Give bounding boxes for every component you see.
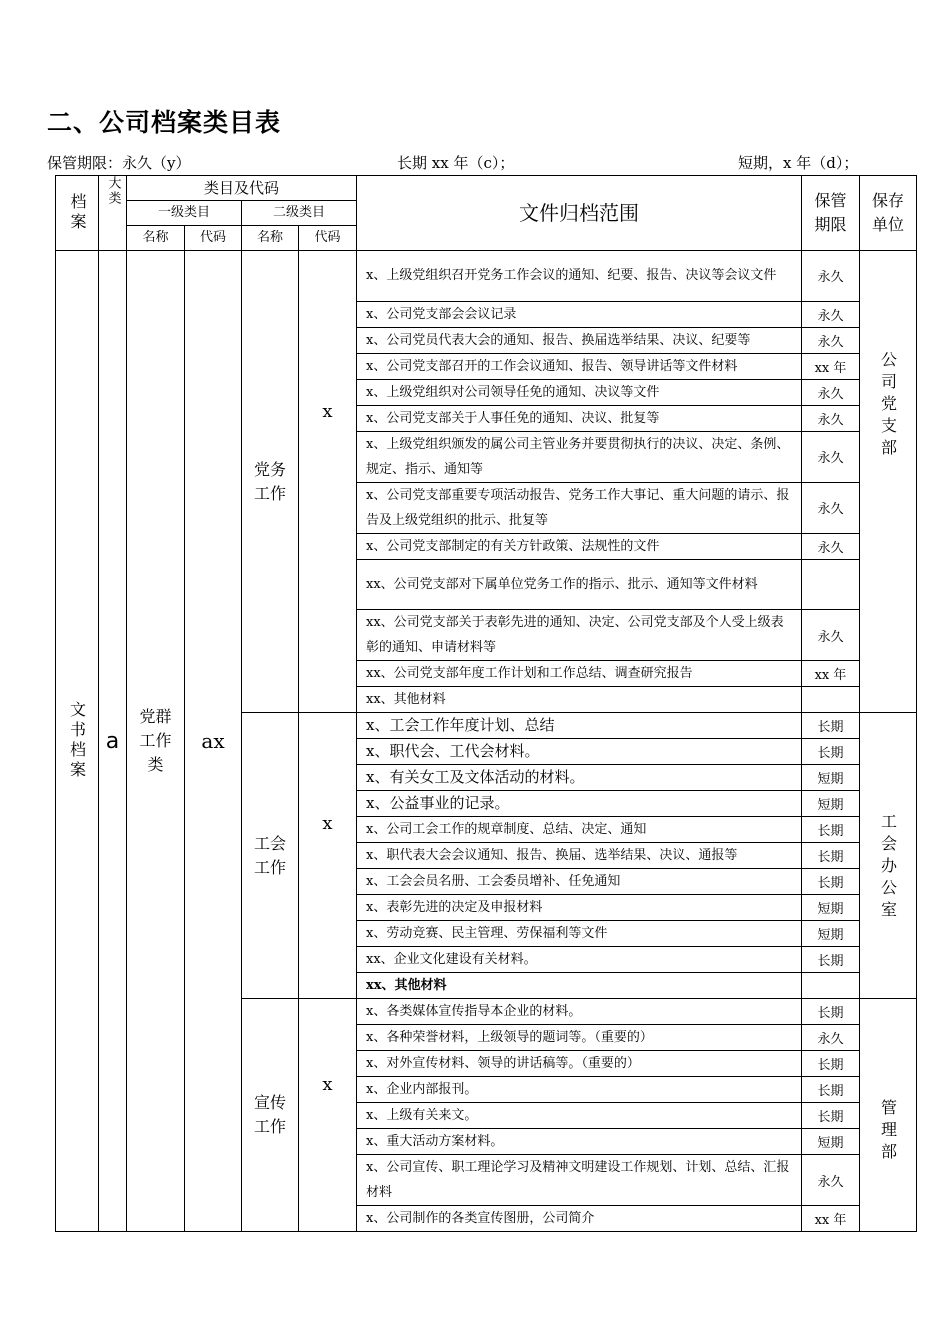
header-level1-name: 名称 — [127, 226, 185, 251]
scope-text: xx、其他材料 — [357, 973, 802, 999]
retention-period: 长期 — [802, 1051, 860, 1077]
scope-text: x、各种荣誉材料，上级领导的题词等。（重要的） — [357, 1025, 802, 1051]
storage-unit: 工会办公室 — [860, 713, 917, 999]
retention-period: 短期 — [802, 895, 860, 921]
scope-text: xx、公司党支部年度工作计划和工作总结、调查研究报告 — [357, 661, 802, 687]
scope-text: x、企业内部报刊。 — [357, 1077, 802, 1103]
retention-period: 永久 — [802, 405, 860, 431]
header-level2-name: 名称 — [242, 226, 299, 251]
header-big-class: 大类 — [99, 176, 127, 251]
retention-period: 短期 — [802, 791, 860, 817]
retention-short: 短期，x 年（d）； — [738, 154, 859, 172]
scope-text: x、职代会、工代会材料。 — [357, 739, 802, 765]
retention-period: 短期 — [802, 1129, 860, 1155]
scope-text: x、上级党组织颁发的属公司主管业务并要贯彻执行的决议、决定、条例、规定、指示、通知等 — [357, 431, 802, 482]
retention-period: 永久 — [802, 1025, 860, 1051]
retention-period: 永久 — [802, 301, 860, 327]
retention-period: 永久 — [802, 431, 860, 482]
header-unit: 保存单位 — [860, 176, 917, 251]
scope-text: x、公司党支部制定的有关方针政策、法规性的文件 — [357, 533, 802, 559]
level2-name: 工会工作 — [242, 713, 299, 999]
retention-period — [802, 559, 860, 610]
retention-permanent: 保管期限：永久（y） — [47, 154, 191, 172]
scope-text: x、公司宣传、职工理论学习及精神文明建设工作规划、计划、总结、汇报材料 — [357, 1155, 802, 1206]
level2-code: x — [299, 713, 357, 999]
retention-period: xx 年 — [802, 353, 860, 379]
scope-text: x、有关女工及文体活动的材料。 — [357, 765, 802, 791]
scope-text: x、公司党支部重要专项活动报告、党务工作大事记、重大问题的请示、报告及上级党组织的批示、批复等 — [357, 482, 802, 533]
retention-period — [802, 687, 860, 713]
header-level2-code: 代码 — [299, 226, 357, 251]
retention-period: 永久 — [802, 327, 860, 353]
page-title: 二、公司档案类目表 — [47, 108, 282, 137]
retention-period: 长期 — [802, 817, 860, 843]
retention-period: 长期 — [802, 869, 860, 895]
retention-period: 短期 — [802, 765, 860, 791]
level2-name: 宣传工作 — [242, 999, 299, 1232]
level2-code: x — [299, 999, 357, 1232]
scope-text: x、公司制作的各类宣传图册，公司简介 — [357, 1206, 802, 1232]
header-level2: 二级类目 — [242, 201, 357, 226]
level1-name: 党群工作类 — [127, 251, 185, 1232]
retention-period: 长期 — [802, 713, 860, 739]
scope-text: x、上级有关来文。 — [357, 1103, 802, 1129]
scope-text: x、公司党支部关于人事任免的通知、决议、批复等 — [357, 405, 802, 431]
retention-period: 永久 — [802, 482, 860, 533]
header-scope: 文件归档范围 — [357, 176, 802, 251]
scope-text: xx、其他材料 — [357, 687, 802, 713]
scope-text: x、公司工会工作的规章制度、总结、决定、通知 — [357, 817, 802, 843]
archive-catalog-table — [55, 175, 917, 1232]
retention-period: 长期 — [802, 843, 860, 869]
scope-text: x、上级党组织召开党务工作会议的通知、纪要、报告、决议等会议文件 — [357, 251, 802, 302]
retention-period: xx 年 — [802, 1206, 860, 1232]
scope-text: x、各类媒体宣传指导本企业的材料。 — [357, 999, 802, 1025]
scope-text: x、公司党支部会会议记录 — [357, 301, 802, 327]
scope-text: xx、企业文化建设有关材料。 — [357, 947, 802, 973]
retention-period: 长期 — [802, 739, 860, 765]
level2-code: x — [299, 251, 357, 713]
table-row — [56, 251, 917, 302]
big-class-code: a — [99, 251, 127, 1232]
retention-period: 长期 — [802, 1077, 860, 1103]
scope-text: x、公司党员代表大会的通知、报告、换届选举结果、决议、纪要等 — [357, 327, 802, 353]
scope-text: x、上级党组织对公司领导任免的通知、决议等文件 — [357, 379, 802, 405]
scope-text: x、重大活动方案材料。 — [357, 1129, 802, 1155]
scope-text: x、公司党支部召开的工作会议通知、报告、领导讲话等文件材料 — [357, 353, 802, 379]
scope-text: x、工会工作年度计划、总结 — [357, 713, 802, 739]
scope-text: xx、公司党支部关于表彰先进的通知、决定、公司党支部及个人受上级表彰的通知、申请材料等 — [357, 610, 802, 661]
retention-period: 长期 — [802, 947, 860, 973]
scope-text: x、表彰先进的决定及申报材料 — [357, 895, 802, 921]
scope-text: x、公益事业的记录。 — [357, 791, 802, 817]
scope-text: x、职代表大会会议通知、报告、换届、选举结果、决议、通报等 — [357, 843, 802, 869]
header-archive: 档案 — [56, 176, 99, 251]
storage-unit: 管理部 — [860, 999, 917, 1232]
retention-period: 长期 — [802, 1103, 860, 1129]
level2-name: 党务工作 — [242, 251, 299, 713]
header-level1-code: 代码 — [185, 226, 242, 251]
retention-period: 永久 — [802, 251, 860, 302]
retention-period: 永久 — [802, 610, 860, 661]
level1-code: ax — [185, 251, 242, 1232]
scope-text: xx、公司党支部对下属单位党务工作的指示、批示、通知等文件材料 — [357, 559, 802, 610]
scope-text: x、工会会员名册、工会委员增补、任免通知 — [357, 869, 802, 895]
header-period: 保管期限 — [802, 176, 860, 251]
retention-period: 永久 — [802, 1155, 860, 1206]
retention-period: 永久 — [802, 379, 860, 405]
archive-name: 文书档案 — [56, 251, 99, 1232]
retention-period: 短期 — [802, 921, 860, 947]
retention-period: 永久 — [802, 533, 860, 559]
scope-text: x、对外宣传材料、领导的讲话稿等。（重要的） — [357, 1051, 802, 1077]
retention-period: 长期 — [802, 999, 860, 1025]
header-level1: 一级类目 — [127, 201, 242, 226]
scope-text: x、劳动竞赛、民主管理、劳保福利等文件 — [357, 921, 802, 947]
retention-period: xx 年 — [802, 661, 860, 687]
storage-unit: 公司党支部 — [860, 251, 917, 713]
retention-period — [802, 973, 860, 999]
header-category-code: 类目及代码 — [127, 176, 357, 201]
retention-long: 长期 xx 年（c）； — [397, 154, 515, 172]
